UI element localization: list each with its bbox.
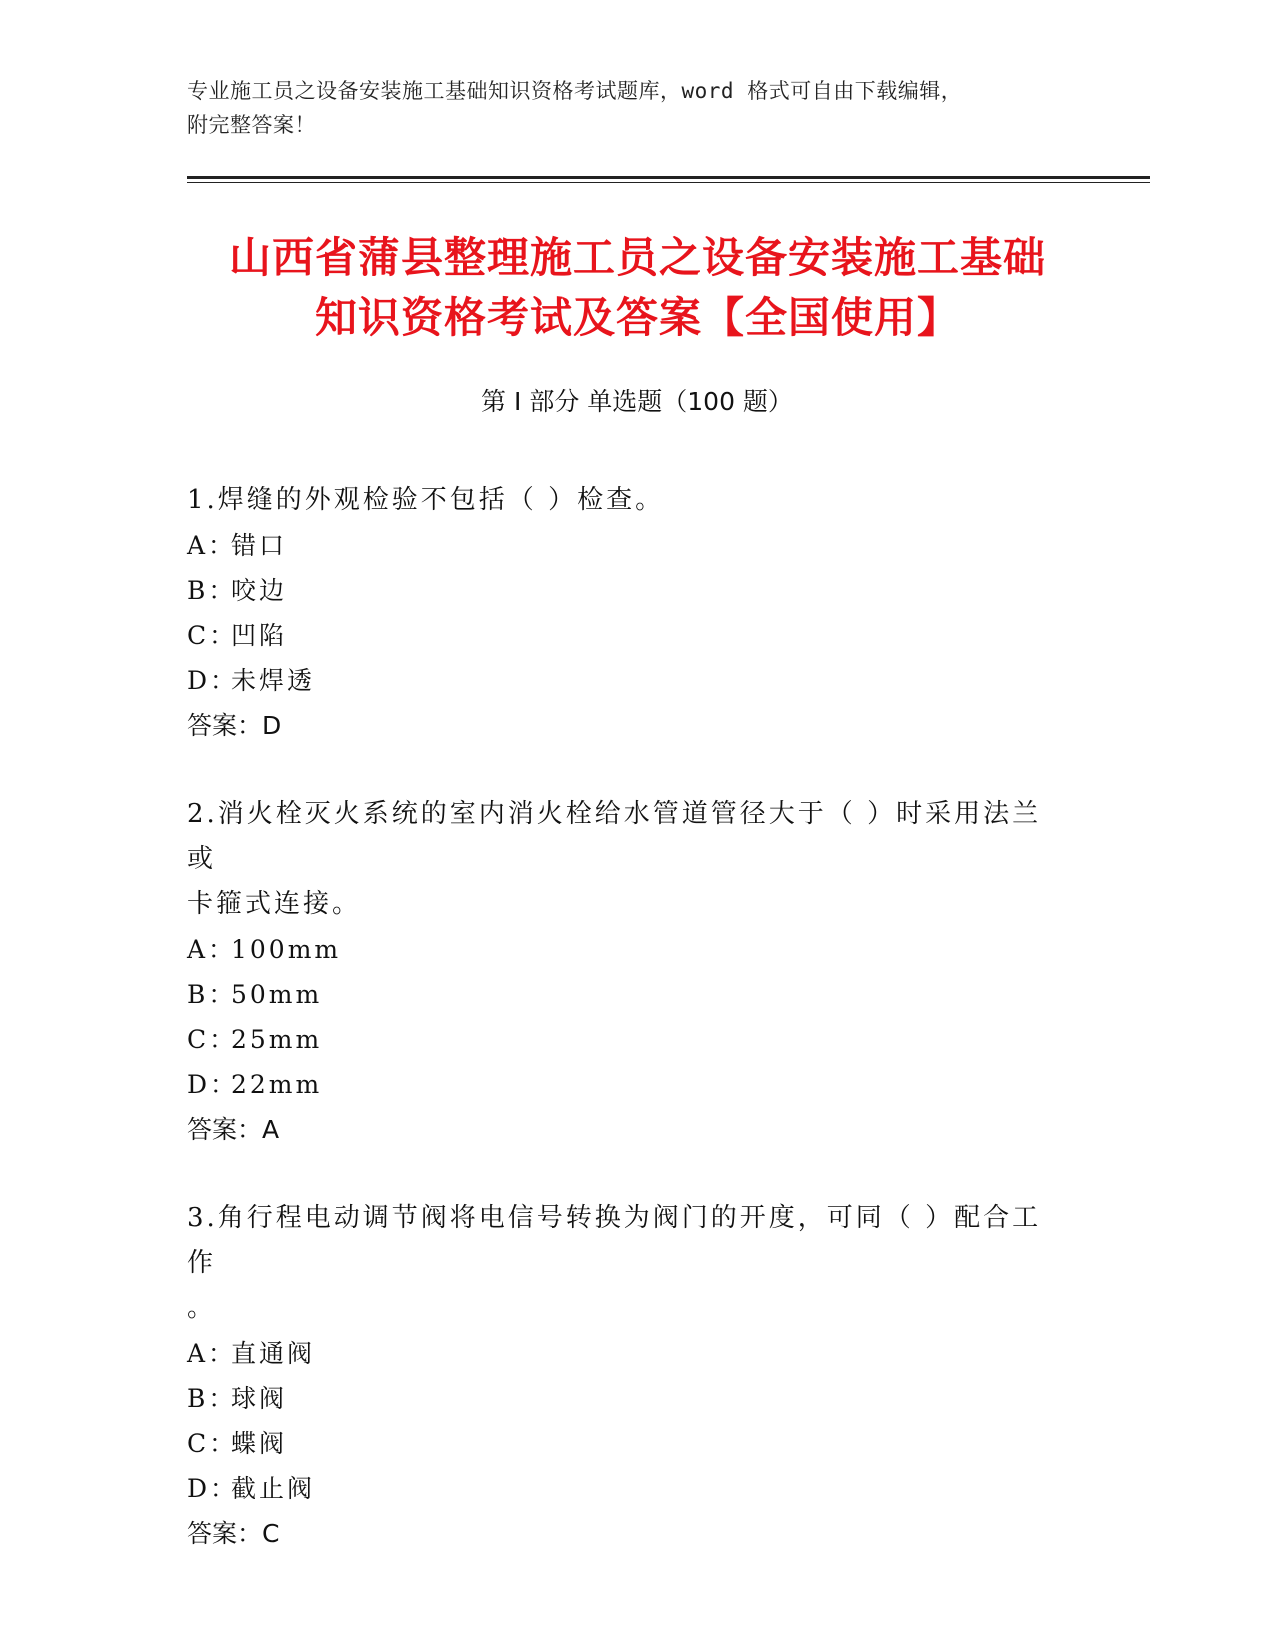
answer-line: 答案：A xyxy=(187,1115,280,1144)
option-a xyxy=(187,927,1067,972)
question-2 xyxy=(187,792,1067,1152)
answer-line: 答案：D xyxy=(187,711,282,740)
option-a xyxy=(187,523,1067,568)
document-title-line-2: 知识资格考试及答案【全国使用】 xyxy=(314,293,960,342)
option-key: C： xyxy=(187,621,238,650)
option-text: 直通阀 xyxy=(231,1339,316,1368)
option-key: A： xyxy=(187,1339,237,1368)
option-key: D： xyxy=(187,666,239,695)
option-c xyxy=(187,613,1067,658)
question-stem-line-1: 3.角行程电动调节阀将电信号转换为阀门的开度，可同（ ）配合工作 xyxy=(187,1203,1042,1278)
option-text: 截止阀 xyxy=(231,1474,316,1503)
option-text: 25mm xyxy=(231,1025,323,1054)
header-divider-thin xyxy=(187,182,1150,183)
option-d xyxy=(187,1466,1067,1511)
option-key: C： xyxy=(187,1025,238,1054)
option-c xyxy=(187,1421,1067,1466)
option-text: 22mm xyxy=(231,1070,323,1099)
option-text: 错口 xyxy=(231,531,288,560)
section-heading: 第 I 部分 单选题（100 题） xyxy=(481,387,793,416)
option-key: A： xyxy=(187,531,237,560)
option-text: 咬边 xyxy=(231,576,288,605)
option-key: B： xyxy=(187,1384,237,1413)
option-text: 凹陷 xyxy=(231,621,288,650)
header-note-line-1: 专业施工员之设备安装施工基础知识资格考试题库，word 格式可自由下载编辑， xyxy=(187,79,963,103)
question-1 xyxy=(187,478,1067,748)
option-key: B： xyxy=(187,980,237,1009)
option-d xyxy=(187,658,1067,703)
header-note xyxy=(187,74,1087,142)
option-key: D： xyxy=(187,1070,239,1099)
option-d xyxy=(187,1062,1067,1107)
question-stem-line-1: 1.焊缝的外观检验不包括（ ）检查。 xyxy=(187,485,665,515)
option-c xyxy=(187,1017,1067,1062)
option-text: 未焊透 xyxy=(231,666,316,695)
option-text: 球阀 xyxy=(231,1384,288,1413)
option-b xyxy=(187,972,1067,1017)
document-title-line-1: 山西省蒲县整理施工员之设备安装施工基础 xyxy=(228,233,1046,282)
header-divider-thick xyxy=(187,176,1150,179)
header-note-line-2: 附完整答案！ xyxy=(187,113,316,137)
option-b xyxy=(187,568,1067,613)
document-title xyxy=(180,228,1095,348)
question-stem-line-2: 。 xyxy=(187,1293,217,1323)
question-stem-line-2: 卡箍式连接。 xyxy=(187,889,362,919)
option-key: B： xyxy=(187,576,237,605)
answer-line: 答案：C xyxy=(187,1519,280,1548)
option-key: D： xyxy=(187,1474,239,1503)
question-3 xyxy=(187,1196,1067,1556)
question-stem-line-1: 2.消火栓灭火系统的室内消火栓给水管道管径大于（ ）时采用法兰或 xyxy=(187,799,1042,874)
option-b xyxy=(187,1376,1067,1421)
option-a xyxy=(187,1331,1067,1376)
question-list xyxy=(187,478,1067,1600)
option-text: 100mm xyxy=(231,935,342,964)
option-key: C： xyxy=(187,1429,238,1458)
option-key: A： xyxy=(187,935,237,964)
option-text: 蝶阀 xyxy=(231,1429,288,1458)
option-text: 50mm xyxy=(231,980,323,1009)
